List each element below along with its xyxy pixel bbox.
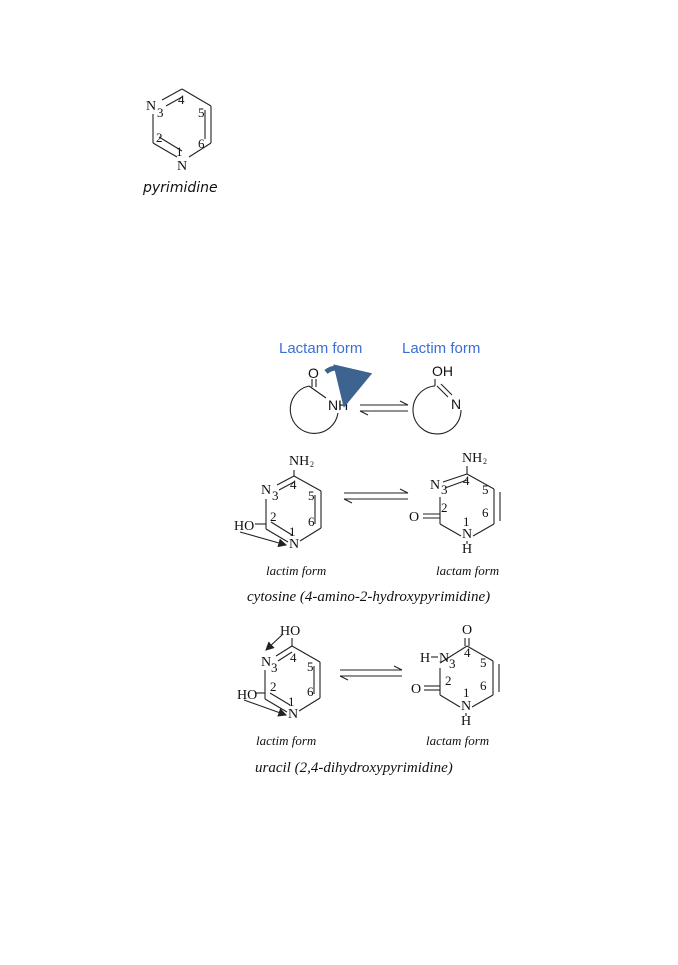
uracil-lactam-pos4: 4 [464,645,471,660]
uracil-lactam-o: O [411,682,422,697]
uracil-lactim-pos5: 5 [307,659,314,674]
uracil-lactim-pos6: 6 [307,684,314,699]
cytosine-lactam-nh2: NH [462,451,483,466]
lactim-ring [413,363,461,434]
pyrimidine-pos-6: 6 [198,136,205,151]
uracil-lactam-h: H [461,714,472,729]
cytosine-lactim-label: lactim form [266,563,327,578]
lactam-o: O [308,365,319,381]
lactim-n: N [451,396,462,412]
uracil-lactim-ho: HO [237,688,258,703]
cytosine-lactim-pos2: 2 [270,509,277,524]
cytosine-lactim-pos5: 5 [308,488,315,503]
uracil-lactam-o-top: O [462,623,473,638]
cytosine-lactim-n3: N [261,483,272,498]
uracil-lactim-n1: N [288,707,299,722]
cytosine-lactam-pos5: 5 [482,482,489,497]
cytosine-lactim-nh2: NH [289,454,310,469]
equilibrium-arrows-uracil [340,666,402,680]
lactim-oh: OH [432,363,453,379]
cytosine-proton-arrow [240,532,286,545]
cytosine-lactam-pos6: 6 [482,505,489,520]
uracil-lactam-h-n: H [420,651,431,666]
uracil-lactam-pos2: 2 [445,673,452,688]
cytosine-lactam-label: lactam form [436,563,500,578]
pyrimidine-n3-num: 3 [157,105,164,120]
uracil-caption: uracil (2,4-dihydroxypyrimidine) [255,760,453,776]
cytosine-lactim-structure [234,454,321,552]
uracil-lactam-n1: N [461,699,472,714]
uracil-proton-arrow-top [266,635,282,650]
pyrimidine-n1: N [177,159,188,174]
lactam-form-title: Lactam form [279,340,363,357]
cytosine-lactim-pos4: 4 [290,477,297,492]
lactim-form-title: Lactim form [402,340,481,357]
uracil-lactim-n3-num: 3 [271,660,278,675]
equilibrium-arrows-cytosine [344,489,408,503]
pyrimidine-pos-5: 5 [198,105,205,120]
uracil-lactim-n3: N [261,655,272,670]
uracil-lactam-label: lactam form [426,733,490,748]
pyrimidine-n1-num: 1 [176,144,183,159]
pyrimidine-n3: N [146,99,157,114]
lactam-nh: NH [328,397,349,413]
uracil-lactam-structure [411,623,499,729]
uracil-lactam-n3-num: 3 [449,656,456,671]
cytosine-lactam-pos2: 2 [441,500,448,515]
uracil-lactam-n3: N [439,651,450,666]
uracil-lactim-pos4: 4 [290,650,297,665]
cytosine-lactim-nh2-sub: 2 [310,460,314,469]
cytosine-lactam-o: O [409,510,420,525]
equilibrium-arrows-top [360,401,408,415]
cytosine-lactim-pos6: 6 [308,514,315,529]
cytosine-lactim-ho: HO [234,519,255,534]
uracil-lactam-pos6: 6 [480,678,487,693]
cytosine-lactam-h: H [462,542,473,557]
uracil-lactim-structure [237,624,320,722]
uracil-lactim-ho-top: HO [280,624,301,639]
pyrimidine-pos-2: 2 [156,130,163,145]
cytosine-lactim-n1-num: 1 [289,524,296,539]
cytosine-lactim-n1: N [289,537,300,552]
cytosine-lactam-structure [409,451,500,557]
cytosine-caption: cytosine (4-amino-2-hydroxypyrimidine) [247,589,491,605]
lactam-ring [290,365,348,433]
uracil-lactim-pos2: 2 [270,679,277,694]
cytosine-lactam-n3: N [430,478,441,493]
uracil-lactim-n1-num: 1 [288,694,295,709]
cytosine-lactam-nh2-sub: 2 [483,457,487,466]
pyrimidine-structure [146,89,211,174]
cytosine-lactam-n1-num: 1 [463,514,470,529]
uracil-lactam-n1-num: 1 [463,685,470,700]
uracil-lactam-pos5: 5 [480,655,487,670]
cytosine-lactim-n3-num: 3 [272,488,279,503]
pyrimidine-pos-4: 4 [178,92,185,107]
cytosine-lactam-pos4: 4 [463,473,470,488]
cytosine-lactam-n1: N [462,527,473,542]
uracil-lactim-label: lactim form [256,733,317,748]
lactam-curved-arrow [326,368,347,398]
pyrimidine-caption: pyrimidine [143,180,218,196]
cytosine-lactam-n3-num: 3 [441,482,448,497]
